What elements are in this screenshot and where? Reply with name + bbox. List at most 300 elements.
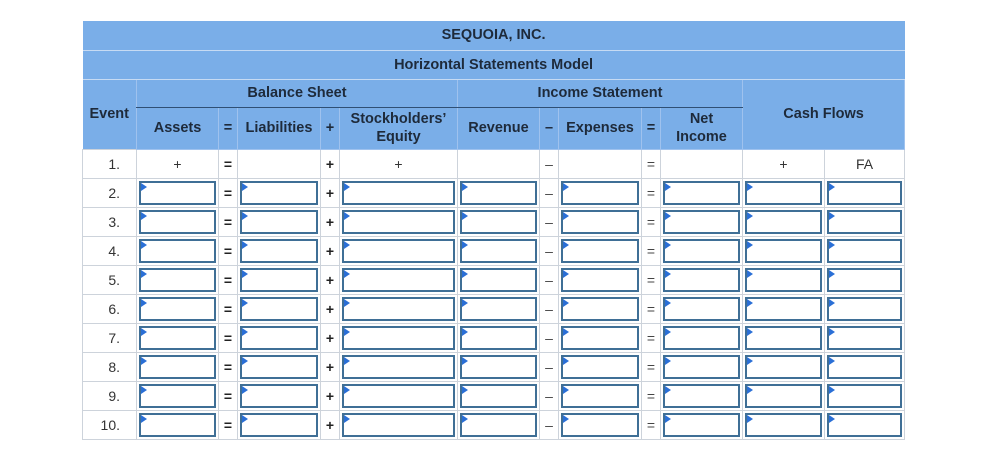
revenue-input[interactable] xyxy=(458,236,540,265)
table-row xyxy=(83,149,905,178)
dropdown-indicator-icon xyxy=(344,299,350,307)
cash-flow-class-input-box[interactable] xyxy=(827,355,902,379)
dropdown-indicator-icon xyxy=(665,270,671,278)
event-header: Event xyxy=(83,79,137,149)
expenses-input-box[interactable] xyxy=(561,181,639,205)
liabilities-input-box[interactable] xyxy=(240,210,318,234)
dropdown-indicator-icon xyxy=(829,328,835,336)
dropdown-indicator-icon xyxy=(563,212,569,220)
revenue-input[interactable] xyxy=(458,323,540,352)
net-income-value xyxy=(661,149,743,178)
dropdown-indicator-icon xyxy=(665,386,671,394)
plus-sign: + xyxy=(321,207,340,236)
plus-sign: + xyxy=(321,381,340,410)
event-number: 4. xyxy=(83,236,137,265)
stockholders-equity-line1: Stockholders’ xyxy=(350,111,447,127)
liabilities-input[interactable] xyxy=(238,178,321,207)
event-number: 6. xyxy=(83,294,137,323)
dropdown-indicator-icon xyxy=(344,357,350,365)
cash-flow-class-input-box[interactable] xyxy=(827,210,902,234)
expenses-input[interactable] xyxy=(559,410,642,439)
plus-sign: + xyxy=(321,294,340,323)
liabilities-input-box[interactable] xyxy=(240,326,318,350)
dropdown-indicator-icon xyxy=(563,357,569,365)
liabilities-input[interactable] xyxy=(238,352,321,381)
expenses-input[interactable] xyxy=(559,265,642,294)
company-title: SEQUOIA, INC. xyxy=(83,21,905,50)
dropdown-indicator-icon xyxy=(344,415,350,423)
revenue-input-box[interactable] xyxy=(460,384,537,408)
expenses-input-box[interactable] xyxy=(561,297,639,321)
table-row xyxy=(83,294,905,323)
cash-flow-amount-input[interactable] xyxy=(743,410,825,439)
dropdown-indicator-icon xyxy=(829,299,835,307)
revenue-input-box[interactable] xyxy=(460,355,537,379)
equals-sign-2: = xyxy=(642,265,661,294)
cash-flow-class-input-box[interactable] xyxy=(827,384,902,408)
equals-sign: = xyxy=(219,149,238,178)
equals-sign: = xyxy=(219,352,238,381)
net-income-input[interactable] xyxy=(661,236,743,265)
cash-flow-amount-input-box[interactable] xyxy=(745,413,822,437)
equals-sign: = xyxy=(219,236,238,265)
liabilities-input-box[interactable] xyxy=(240,181,318,205)
liabilities-input[interactable] xyxy=(238,207,321,236)
revenue-input-box[interactable] xyxy=(460,413,537,437)
expenses-input-box[interactable] xyxy=(561,355,639,379)
stockholders-equity-value: + xyxy=(340,149,458,178)
dropdown-indicator-icon xyxy=(563,241,569,249)
cash-flow-amount-input-box[interactable] xyxy=(745,355,822,379)
liabilities-input[interactable] xyxy=(238,381,321,410)
equals-header: = xyxy=(219,107,238,149)
dropdown-indicator-icon xyxy=(141,241,147,249)
dropdown-indicator-icon xyxy=(141,357,147,365)
cash-flow-amount-input[interactable] xyxy=(743,265,825,294)
stockholders-equity-input[interactable] xyxy=(340,381,458,410)
plus-sign: + xyxy=(321,178,340,207)
equals-sign: = xyxy=(219,381,238,410)
cash-flow-amount-input-box[interactable] xyxy=(745,326,822,350)
equals-sign-2: = xyxy=(642,352,661,381)
expenses-input[interactable] xyxy=(559,236,642,265)
dropdown-indicator-icon xyxy=(563,299,569,307)
dropdown-indicator-icon xyxy=(829,241,835,249)
dropdown-indicator-icon xyxy=(747,183,753,191)
revenue-input-box[interactable] xyxy=(460,239,537,263)
dropdown-indicator-icon xyxy=(141,270,147,278)
assets-input[interactable] xyxy=(137,352,219,381)
equals-sign: = xyxy=(219,207,238,236)
cash-flow-amount-input[interactable] xyxy=(743,294,825,323)
table-row xyxy=(83,236,905,265)
table-row xyxy=(83,410,905,439)
dropdown-indicator-icon xyxy=(747,386,753,394)
dropdown-indicator-icon xyxy=(242,357,248,365)
dropdown-indicator-icon xyxy=(665,357,671,365)
assets-value: + xyxy=(137,149,219,178)
expenses-input[interactable] xyxy=(559,323,642,352)
plus-sign: + xyxy=(321,236,340,265)
assets-input[interactable] xyxy=(137,294,219,323)
net-income-header xyxy=(661,107,743,149)
net-income-input-box[interactable] xyxy=(663,210,740,234)
revenue-input[interactable] xyxy=(458,381,540,410)
dropdown-indicator-icon xyxy=(563,183,569,191)
dropdown-indicator-icon xyxy=(829,270,835,278)
stockholders-equity-input[interactable] xyxy=(340,207,458,236)
revenue-input[interactable] xyxy=(458,265,540,294)
dropdown-indicator-icon xyxy=(242,270,248,278)
plus-sign: + xyxy=(321,323,340,352)
cash-flow-amount-input-box[interactable] xyxy=(745,384,822,408)
net-income-input-box[interactable] xyxy=(663,297,740,321)
liabilities-value xyxy=(238,149,321,178)
assets-input-box[interactable] xyxy=(139,210,216,234)
net-income-input-box[interactable] xyxy=(663,384,740,408)
liabilities-input-box[interactable] xyxy=(240,384,318,408)
net-income-input[interactable] xyxy=(661,207,743,236)
net-income-input[interactable] xyxy=(661,381,743,410)
dropdown-indicator-icon xyxy=(665,328,671,336)
plus-sign: + xyxy=(321,410,340,439)
expenses-input[interactable] xyxy=(559,294,642,323)
stockholders-equity-input[interactable] xyxy=(340,265,458,294)
expenses-header: Expenses xyxy=(559,107,642,149)
liabilities-input-box[interactable] xyxy=(240,297,318,321)
dropdown-indicator-icon xyxy=(462,386,468,394)
revenue-input[interactable] xyxy=(458,207,540,236)
net-income-input-box[interactable] xyxy=(663,239,740,263)
stockholders-equity-input-box[interactable] xyxy=(342,355,455,379)
stockholders-equity-input[interactable] xyxy=(340,323,458,352)
revenue-value xyxy=(458,149,540,178)
revenue-input[interactable] xyxy=(458,294,540,323)
liabilities-header: Liabilities xyxy=(238,107,321,149)
dropdown-indicator-icon xyxy=(829,212,835,220)
event-number: 2. xyxy=(83,178,137,207)
dropdown-indicator-icon xyxy=(747,415,753,423)
revenue-input-box[interactable] xyxy=(460,181,537,205)
dropdown-indicator-icon xyxy=(747,241,753,249)
assets-input[interactable] xyxy=(137,207,219,236)
equals-sign: = xyxy=(219,294,238,323)
event-number: 5. xyxy=(83,265,137,294)
dropdown-indicator-icon xyxy=(563,328,569,336)
income-statement-header: Income Statement xyxy=(458,79,743,107)
expenses-input[interactable] xyxy=(559,352,642,381)
dropdown-indicator-icon xyxy=(462,212,468,220)
stockholders-equity-input[interactable] xyxy=(340,178,458,207)
table-row xyxy=(83,265,905,294)
net-income-line1: Net xyxy=(689,111,714,127)
dropdown-indicator-icon xyxy=(344,328,350,336)
cash-flow-class-input[interactable] xyxy=(825,265,905,294)
cash-flow-class-input[interactable] xyxy=(825,294,905,323)
dropdown-indicator-icon xyxy=(563,415,569,423)
equals-sign-2: = xyxy=(642,381,661,410)
dropdown-indicator-icon xyxy=(665,183,671,191)
liabilities-input[interactable] xyxy=(238,236,321,265)
equals-sign: = xyxy=(219,265,238,294)
cash-flow-class-input[interactable] xyxy=(825,207,905,236)
cash-flows-header: Cash Flows xyxy=(743,79,905,149)
table-row xyxy=(83,323,905,352)
cash-flow-class-input[interactable] xyxy=(825,236,905,265)
event-number: 7. xyxy=(83,323,137,352)
liabilities-input-box[interactable] xyxy=(240,268,318,292)
net-income-input-box[interactable] xyxy=(663,355,740,379)
stockholders-equity-input-box[interactable] xyxy=(342,239,455,263)
stockholders-equity-input-box[interactable] xyxy=(342,384,455,408)
minus-sign: – xyxy=(540,149,559,178)
dropdown-indicator-icon xyxy=(242,299,248,307)
event-number: 9. xyxy=(83,381,137,410)
assets-input[interactable] xyxy=(137,410,219,439)
dropdown-indicator-icon xyxy=(462,357,468,365)
equals-sign-2: = xyxy=(642,236,661,265)
liabilities-input[interactable] xyxy=(238,294,321,323)
dropdown-indicator-icon xyxy=(665,415,671,423)
revenue-input-box[interactable] xyxy=(460,210,537,234)
plus-header: + xyxy=(321,107,340,149)
cash-flow-amount-input[interactable] xyxy=(743,323,825,352)
stockholders-equity-input-box[interactable] xyxy=(342,326,455,350)
dropdown-indicator-icon xyxy=(665,299,671,307)
cash-flow-amount-input[interactable] xyxy=(743,207,825,236)
equals-sign-2: = xyxy=(642,323,661,352)
expenses-input[interactable] xyxy=(559,178,642,207)
dropdown-indicator-icon xyxy=(344,183,350,191)
cash-flow-class-input[interactable] xyxy=(825,381,905,410)
liabilities-input[interactable] xyxy=(238,323,321,352)
assets-input-box[interactable] xyxy=(139,181,216,205)
equals-sign-2: = xyxy=(642,294,661,323)
cash-flow-amount-input[interactable] xyxy=(743,178,825,207)
dropdown-indicator-icon xyxy=(665,212,671,220)
dropdown-indicator-icon xyxy=(242,386,248,394)
net-income-input-box[interactable] xyxy=(663,268,740,292)
event-number: 1. xyxy=(83,149,137,178)
event-number: 8. xyxy=(83,352,137,381)
dropdown-indicator-icon xyxy=(829,357,835,365)
stockholders-equity-input-box[interactable] xyxy=(342,268,455,292)
dropdown-indicator-icon xyxy=(344,241,350,249)
cash-flow-amount-input-box[interactable] xyxy=(745,297,822,321)
dropdown-indicator-icon xyxy=(344,270,350,278)
assets-input-box[interactable] xyxy=(139,326,216,350)
dropdown-indicator-icon xyxy=(829,183,835,191)
dropdown-indicator-icon xyxy=(563,386,569,394)
dropdown-indicator-icon xyxy=(747,299,753,307)
cash-flow-amount-input-box[interactable] xyxy=(745,239,822,263)
plus-sign: + xyxy=(321,352,340,381)
net-income-input[interactable] xyxy=(661,178,743,207)
plus-sign: + xyxy=(321,149,340,178)
stockholders-equity-input-box[interactable] xyxy=(342,297,455,321)
equals-sign-2: = xyxy=(642,178,661,207)
minus-sign: – xyxy=(540,352,559,381)
dropdown-indicator-icon xyxy=(242,415,248,423)
equals-sign-2: = xyxy=(642,410,661,439)
net-income-input[interactable] xyxy=(661,323,743,352)
assets-input-box[interactable] xyxy=(139,384,216,408)
table-row xyxy=(83,178,905,207)
dropdown-indicator-icon xyxy=(242,241,248,249)
table-row xyxy=(83,352,905,381)
net-income-input[interactable] xyxy=(661,352,743,381)
net-income-input-box[interactable] xyxy=(663,181,740,205)
dropdown-indicator-icon xyxy=(665,241,671,249)
dropdown-indicator-icon xyxy=(242,212,248,220)
table-row xyxy=(83,381,905,410)
expenses-input[interactable] xyxy=(559,207,642,236)
minus-sign: – xyxy=(540,323,559,352)
net-income-input[interactable] xyxy=(661,410,743,439)
stockholders-equity-input-box[interactable] xyxy=(342,413,455,437)
net-income-input-box[interactable] xyxy=(663,413,740,437)
minus-header: – xyxy=(540,107,559,149)
stockholders-equity-input[interactable] xyxy=(340,294,458,323)
equals-sign: = xyxy=(219,178,238,207)
net-income-input[interactable] xyxy=(661,265,743,294)
assets-input[interactable] xyxy=(137,381,219,410)
expenses-input-box[interactable] xyxy=(561,239,639,263)
dropdown-indicator-icon xyxy=(462,415,468,423)
stockholders-equity-input[interactable] xyxy=(340,410,458,439)
event-number: 10. xyxy=(83,410,137,439)
stockholders-equity-input-box[interactable] xyxy=(342,181,455,205)
assets-input-box[interactable] xyxy=(139,239,216,263)
dropdown-indicator-icon xyxy=(141,183,147,191)
stockholders-equity-input-box[interactable] xyxy=(342,210,455,234)
dropdown-indicator-icon xyxy=(462,328,468,336)
event-number: 3. xyxy=(83,207,137,236)
minus-sign: – xyxy=(540,381,559,410)
expenses-input[interactable] xyxy=(559,381,642,410)
cash-flow-class-value: FA xyxy=(825,149,905,178)
dropdown-indicator-icon xyxy=(829,415,835,423)
cash-flow-amount-input-box[interactable] xyxy=(745,268,822,292)
minus-sign: – xyxy=(540,265,559,294)
dropdown-indicator-icon xyxy=(462,299,468,307)
expenses-input-box[interactable] xyxy=(561,384,639,408)
revenue-input-box[interactable] xyxy=(460,297,537,321)
dropdown-indicator-icon xyxy=(462,183,468,191)
net-income-input-box[interactable] xyxy=(663,326,740,350)
stockholders-equity-header xyxy=(340,107,458,149)
assets-input[interactable] xyxy=(137,236,219,265)
dropdown-indicator-icon xyxy=(563,270,569,278)
assets-input-box[interactable] xyxy=(139,413,216,437)
cash-flow-amount-input[interactable] xyxy=(743,236,825,265)
minus-sign: – xyxy=(540,207,559,236)
assets-header: Assets xyxy=(137,107,219,149)
assets-input[interactable] xyxy=(137,323,219,352)
dropdown-indicator-icon xyxy=(747,357,753,365)
expenses-input-box[interactable] xyxy=(561,326,639,350)
cash-flow-class-input-box[interactable] xyxy=(827,326,902,350)
liabilities-input-box[interactable] xyxy=(240,413,318,437)
cash-flow-class-input[interactable] xyxy=(825,410,905,439)
dropdown-indicator-icon xyxy=(141,328,147,336)
model-subtitle: Horizontal Statements Model xyxy=(83,50,905,79)
expenses-value xyxy=(559,149,642,178)
cash-flow-class-input-box[interactable] xyxy=(827,297,902,321)
equals-sign: = xyxy=(219,410,238,439)
dropdown-indicator-icon xyxy=(747,328,753,336)
horizontal-statements-table xyxy=(82,21,905,440)
minus-sign: – xyxy=(540,178,559,207)
cash-flow-class-input-box[interactable] xyxy=(827,239,902,263)
dropdown-indicator-icon xyxy=(344,386,350,394)
cash-flow-amount-value: + xyxy=(743,149,825,178)
stockholders-equity-input[interactable] xyxy=(340,352,458,381)
dropdown-indicator-icon xyxy=(747,212,753,220)
liabilities-input-box[interactable] xyxy=(240,355,318,379)
dropdown-indicator-icon xyxy=(141,386,147,394)
revenue-header: Revenue xyxy=(458,107,540,149)
revenue-input-box[interactable] xyxy=(460,326,537,350)
equals-header-2: = xyxy=(642,107,661,149)
liabilities-input[interactable] xyxy=(238,410,321,439)
revenue-input-box[interactable] xyxy=(460,268,537,292)
assets-input-box[interactable] xyxy=(139,268,216,292)
dropdown-indicator-icon xyxy=(462,270,468,278)
balance-sheet-header: Balance Sheet xyxy=(137,79,458,107)
cash-flow-amount-input-box[interactable] xyxy=(745,181,822,205)
cash-flow-class-input[interactable] xyxy=(825,352,905,381)
cash-flow-class-input[interactable] xyxy=(825,323,905,352)
revenue-input[interactable] xyxy=(458,178,540,207)
net-income-input[interactable] xyxy=(661,294,743,323)
table-row xyxy=(83,207,905,236)
dropdown-indicator-icon xyxy=(747,270,753,278)
minus-sign: – xyxy=(540,294,559,323)
liabilities-input-box[interactable] xyxy=(240,239,318,263)
revenue-input[interactable] xyxy=(458,352,540,381)
net-income-line2: Income xyxy=(676,129,727,145)
cash-flow-amount-input[interactable] xyxy=(743,352,825,381)
dropdown-indicator-icon xyxy=(141,299,147,307)
cash-flow-amount-input-box[interactable] xyxy=(745,210,822,234)
equals-sign: = xyxy=(219,323,238,352)
expenses-input-box[interactable] xyxy=(561,210,639,234)
dropdown-indicator-icon xyxy=(242,328,248,336)
dropdown-indicator-icon xyxy=(242,183,248,191)
assets-input-box[interactable] xyxy=(139,297,216,321)
minus-sign: – xyxy=(540,410,559,439)
stockholders-equity-input[interactable] xyxy=(340,236,458,265)
equals-sign-2: = xyxy=(642,149,661,178)
expenses-input-box[interactable] xyxy=(561,413,639,437)
cash-flow-class-input-box[interactable] xyxy=(827,413,902,437)
assets-input-box[interactable] xyxy=(139,355,216,379)
cash-flow-class-input-box[interactable] xyxy=(827,181,902,205)
revenue-input[interactable] xyxy=(458,410,540,439)
cash-flow-class-input[interactable] xyxy=(825,178,905,207)
cash-flow-class-input-box[interactable] xyxy=(827,268,902,292)
assets-input[interactable] xyxy=(137,178,219,207)
dropdown-indicator-icon xyxy=(141,212,147,220)
expenses-input-box[interactable] xyxy=(561,268,639,292)
dropdown-indicator-icon xyxy=(462,241,468,249)
dropdown-indicator-icon xyxy=(141,415,147,423)
assets-input[interactable] xyxy=(137,265,219,294)
liabilities-input[interactable] xyxy=(238,265,321,294)
cash-flow-amount-input[interactable] xyxy=(743,381,825,410)
stockholders-equity-line2: Equity xyxy=(376,129,421,145)
